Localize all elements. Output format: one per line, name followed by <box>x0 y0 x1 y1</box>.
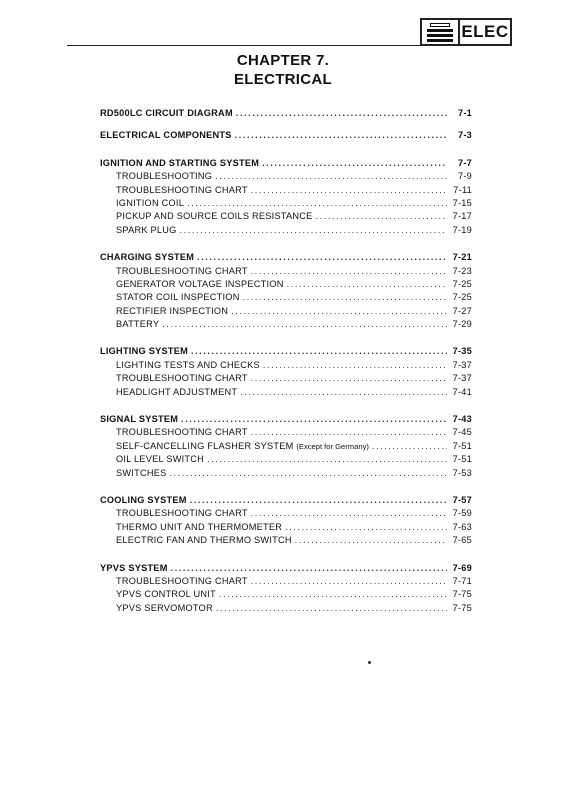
toc-page-number: 7-29 <box>452 319 472 330</box>
toc-label <box>100 157 259 170</box>
toc-label-text: ELECTRIC FAN AND THERMO SWITCH <box>116 535 292 546</box>
toc-page-number: 7-45 <box>452 427 472 438</box>
toc-page-number: 7-25 <box>452 278 472 289</box>
toc-label <box>100 129 232 142</box>
toc-label-text: SELF-CANCELLING FLASHER SYSTEM <box>116 440 294 451</box>
toc-label-text: LIGHTING TESTS AND CHECKS <box>116 359 260 370</box>
toc-section <box>100 129 472 142</box>
toc-label <box>116 372 248 385</box>
toc-label <box>116 453 204 466</box>
dot-leader <box>263 359 447 372</box>
toc-label <box>116 602 213 615</box>
toc-page-number: 7-21 <box>452 252 472 263</box>
dot-leader <box>285 521 447 534</box>
toc-label-text: LIGHTING SYSTEM <box>100 346 188 357</box>
chapter-title: ELECTRICAL <box>234 71 332 88</box>
toc-label-text: STATOR COIL INSPECTION <box>116 292 240 303</box>
toc-label-text: HEADLIGHT ADJUSTMENT <box>116 386 238 397</box>
toc-page-number: 7-1 <box>457 108 472 118</box>
toc-page-number: 7-25 <box>452 292 472 303</box>
toc-page-number: 7-11 <box>453 184 472 195</box>
toc-entry <box>100 453 472 466</box>
toc-page-number: 7-37 <box>452 373 472 384</box>
toc-entry <box>100 184 472 197</box>
dot-leader <box>251 507 447 520</box>
toc-section-heading <box>100 413 472 426</box>
toc-entry <box>100 170 472 183</box>
toc-page-number: 7-15 <box>452 197 472 208</box>
toc-entry <box>100 507 472 520</box>
toc-label <box>116 521 282 534</box>
toc-section-heading <box>100 562 472 575</box>
toc-page-number: 7-69 <box>452 562 472 573</box>
dot-leader <box>180 224 447 237</box>
dot-leader <box>162 318 447 331</box>
toc-label <box>116 291 240 304</box>
dot-leader <box>251 575 447 588</box>
toc-section-heading <box>100 494 472 507</box>
toc-label <box>116 507 248 520</box>
toc-page-number: 7-37 <box>452 359 472 370</box>
toc-section-heading <box>100 157 472 170</box>
toc-label-text: SWITCHES <box>116 467 167 478</box>
toc-label-text: RD500LC CIRCUIT DIAGRAM <box>100 108 233 118</box>
toc-label-text: TROUBLESHOOTING CHART <box>116 265 248 276</box>
dot-leader <box>191 345 447 358</box>
toc-entry <box>100 440 472 453</box>
toc-entry <box>100 291 472 304</box>
toc-page-number: 7-43 <box>452 414 472 425</box>
dot-leader <box>316 210 447 223</box>
dot-leader <box>251 265 447 278</box>
dot-leader <box>190 494 447 507</box>
toc-label-text: TROUBLESHOOTING CHART <box>116 427 248 438</box>
dot-leader <box>251 184 447 197</box>
toc-label-text: YPVS CONTROL UNIT <box>116 589 216 600</box>
toc-label <box>116 170 212 183</box>
toc-label <box>116 318 159 331</box>
dot-leader <box>216 602 447 615</box>
toc-page-number: 7-71 <box>452 575 472 586</box>
toc-label-text: COOLING SYSTEM <box>100 494 187 505</box>
toc-label <box>100 413 178 426</box>
toc-entry <box>100 588 472 601</box>
toc-label <box>116 467 167 480</box>
toc-page-number: 7-7 <box>457 157 472 168</box>
toc-entry <box>100 386 472 399</box>
toc-label-text: RECTIFIER INSPECTION <box>116 305 229 316</box>
toc-label-text: TROUBLESHOOTING CHART <box>116 373 248 384</box>
toc-label-text: YPVS SERVOMOTOR <box>116 602 213 613</box>
toc-page-number: 7-35 <box>452 346 472 357</box>
dot-leader <box>171 562 447 575</box>
toc-page-number: 7-3 <box>457 130 472 141</box>
toc-entry <box>100 210 472 223</box>
toc-page-number: 7-63 <box>452 521 472 532</box>
toc-entry <box>100 224 472 237</box>
dot-leader <box>236 107 447 120</box>
toc-page-number: 7-75 <box>452 589 472 600</box>
toc-page-number: 7-65 <box>452 535 472 546</box>
dot-leader <box>372 440 447 453</box>
chapter-number: CHAPTER 7. <box>236 52 330 69</box>
toc-section-heading <box>100 129 472 142</box>
toc-section-heading <box>100 251 472 264</box>
table-of-contents <box>100 95 472 615</box>
toc-label <box>116 386 237 399</box>
toc-entry <box>100 197 472 210</box>
toc-section <box>100 345 472 399</box>
toc-page-number: 7-17 <box>452 211 472 222</box>
toc-label <box>100 562 168 575</box>
toc-label-text: CHARGING SYSTEM <box>100 252 195 263</box>
toc-entry <box>100 305 472 318</box>
toc-section <box>100 157 472 237</box>
dot-leader <box>287 278 447 291</box>
toc-entry <box>100 372 472 385</box>
toc-page-number: 7-19 <box>452 224 472 235</box>
toc-label-text: THERMO UNIT AND THERMOMETER <box>116 521 283 532</box>
toc-label <box>116 224 177 237</box>
toc-entry <box>100 534 472 547</box>
section-tab <box>420 18 512 46</box>
toc-page-number: 7-41 <box>452 386 472 397</box>
dot-leader <box>251 372 447 385</box>
toc-section-heading <box>100 345 472 358</box>
toc-label-text: IGNITION COIL <box>116 197 185 208</box>
toc-page-number: 7-57 <box>452 494 472 505</box>
toc-label-text: SPARK PLUG <box>116 224 177 235</box>
toc-label <box>116 440 369 453</box>
dot-leader <box>215 170 447 183</box>
battery-icon <box>422 20 460 44</box>
toc-label <box>116 184 248 197</box>
dot-leader <box>207 453 447 466</box>
dot-leader <box>170 467 448 480</box>
dot-leader <box>187 197 447 210</box>
dot-leader <box>251 426 447 439</box>
toc-entry <box>100 278 472 291</box>
toc-label-text: TROUBLESHOOTING CHART <box>116 184 248 195</box>
toc-entry <box>100 602 472 615</box>
toc-label <box>116 426 248 439</box>
toc-page-number: 7-53 <box>452 467 472 478</box>
toc-entry <box>100 318 472 331</box>
dot-leader <box>231 305 447 318</box>
toc-page-number: 7-23 <box>452 265 472 276</box>
dot-leader <box>240 386 447 399</box>
toc-label-note: (Except for Germany) <box>296 441 369 451</box>
toc-label <box>116 265 248 278</box>
dot-leader <box>197 251 447 264</box>
toc-entry <box>100 265 472 278</box>
toc-section-heading <box>100 107 472 120</box>
toc-label-text: SIGNAL SYSTEM <box>100 414 179 425</box>
toc-entry <box>100 467 472 480</box>
toc-label <box>116 359 260 372</box>
dot-leader <box>219 588 447 601</box>
toc-label-text: GENERATOR VOLTAGE INSPECTION <box>116 278 284 289</box>
print-speck <box>368 661 371 664</box>
toc-page-number: 7-75 <box>452 602 472 613</box>
dot-leader <box>295 534 447 547</box>
toc-label <box>100 107 233 120</box>
dot-leader <box>262 157 447 170</box>
toc-entry <box>100 575 472 588</box>
dot-leader <box>235 129 447 142</box>
toc-label-text: OIL LEVEL SWITCH <box>116 454 205 465</box>
toc-label-text: BATTERY <box>116 319 160 330</box>
toc-entry <box>100 521 472 534</box>
toc-label <box>116 305 228 318</box>
toc-label-text: TROUBLESHOOTING <box>116 171 213 182</box>
toc-section <box>100 251 472 331</box>
toc-label <box>116 588 216 601</box>
toc-label <box>116 210 313 223</box>
toc-label-text: ELECTRICAL COMPONENTS <box>100 130 232 141</box>
toc-label <box>116 197 184 210</box>
section-tab-label: ELEC <box>461 22 509 41</box>
toc-label-text: TROUBLESHOOTING CHART <box>116 575 248 586</box>
toc-entry <box>100 359 472 372</box>
toc-label <box>100 494 187 507</box>
header-rule <box>67 45 511 46</box>
toc-page-number: 7-59 <box>452 508 472 519</box>
toc-label-text: IGNITION AND STARTING SYSTEM <box>100 157 260 168</box>
toc-section <box>100 562 472 616</box>
toc-entry <box>100 426 472 439</box>
toc-page-number: 7-51 <box>452 440 472 451</box>
toc-page-number: 7-27 <box>452 305 472 316</box>
toc-page-number: 7-9 <box>457 171 472 182</box>
toc-section <box>100 494 472 548</box>
dot-leader <box>243 291 447 304</box>
toc-label-text: PICKUP AND SOURCE COILS RESISTANCE <box>116 211 313 222</box>
toc-label <box>116 278 284 291</box>
toc-label <box>116 575 248 588</box>
toc-label-text: TROUBLESHOOTING CHART <box>116 508 248 519</box>
toc-section <box>100 107 472 120</box>
dot-leader <box>181 413 447 426</box>
toc-label <box>116 534 292 547</box>
toc-section <box>100 413 472 480</box>
toc-label-text: YPVS SYSTEM <box>100 562 168 573</box>
toc-page-number: 7-51 <box>452 454 472 465</box>
toc-label <box>100 251 194 264</box>
toc-label <box>100 345 188 358</box>
